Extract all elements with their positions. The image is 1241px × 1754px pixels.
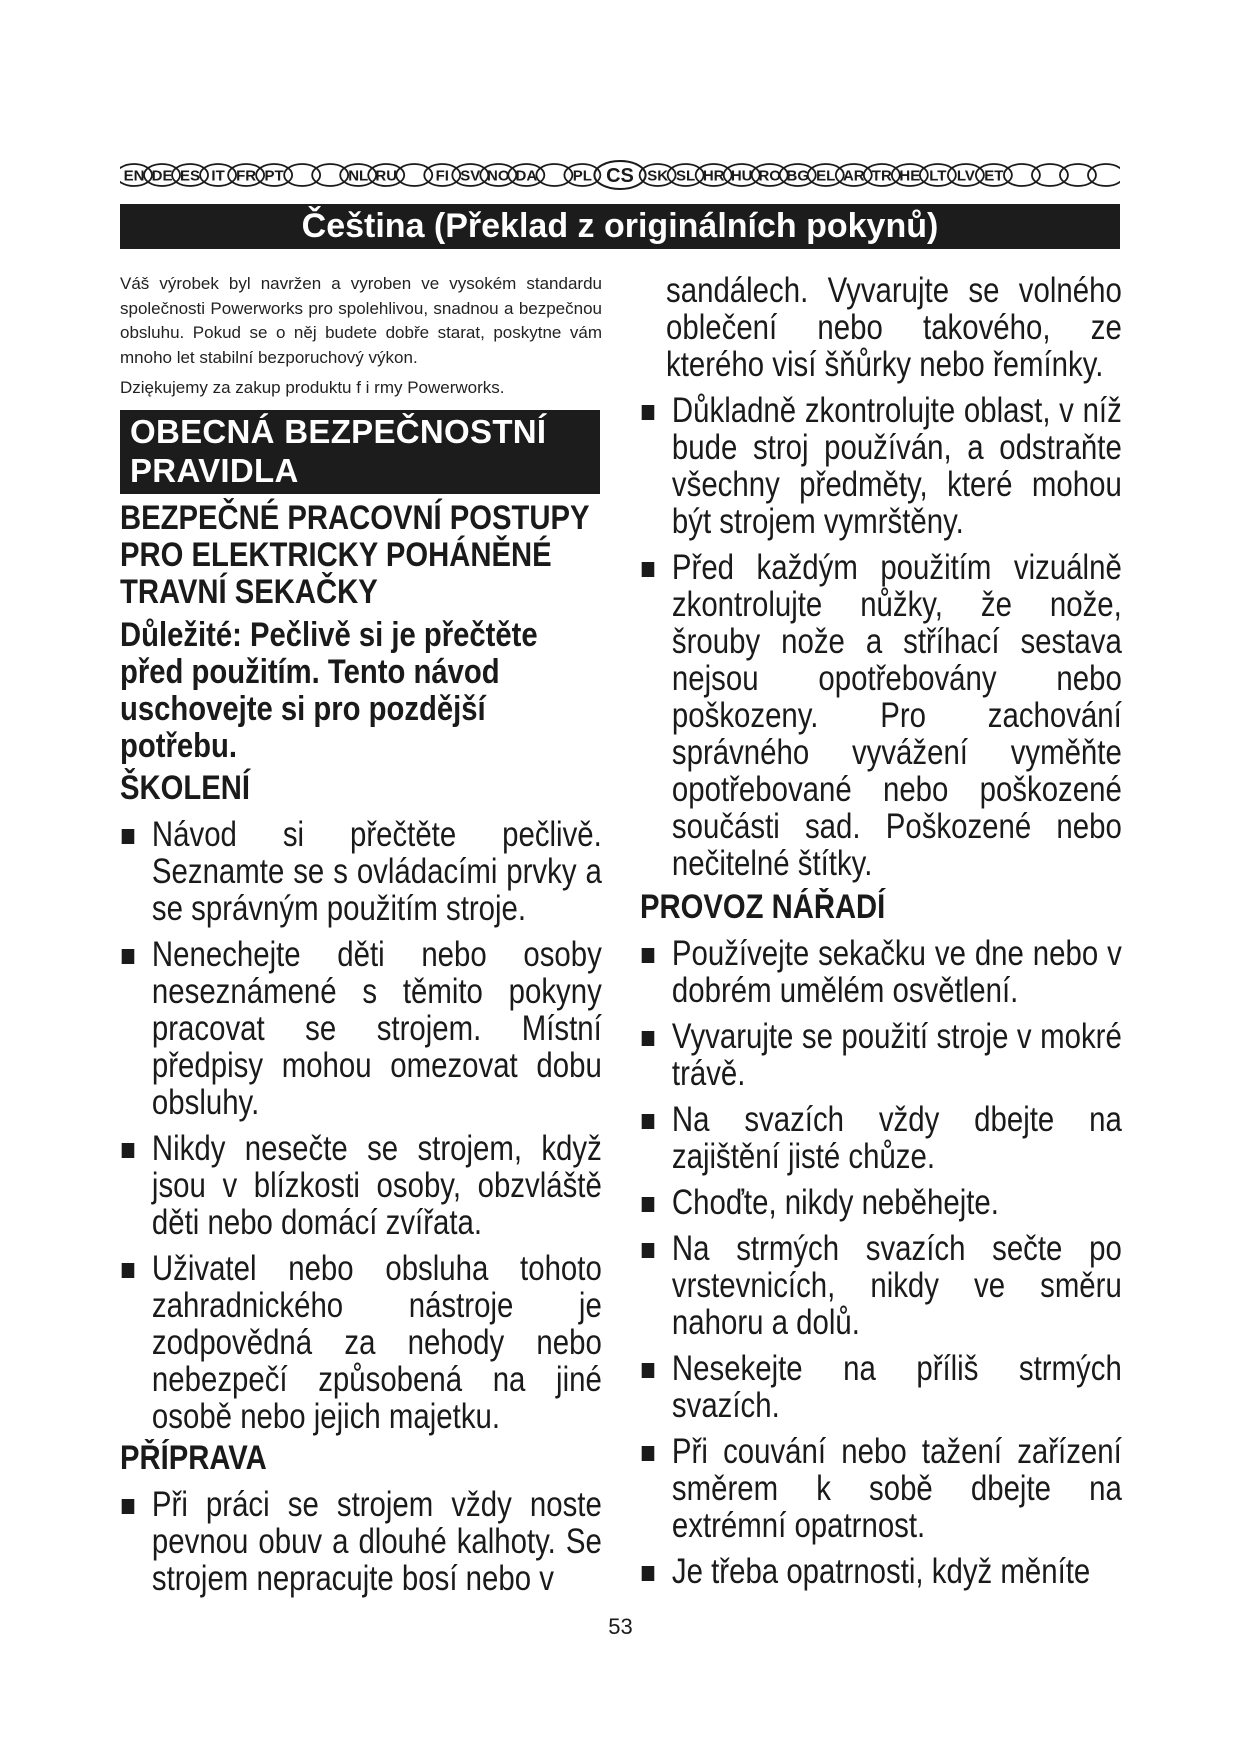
language-tab-label-fi: FI [435, 167, 449, 185]
language-tab-empty-32 [1032, 164, 1068, 186]
list-item: Uživatel nebo obsluha tohoto zahradnického nástroje je zodpovědná za nehody nebo nebezpečí způsobená na jiné osobě nebo jejich majetku. [120, 1250, 602, 1435]
bullet-square-icon [642, 1243, 655, 1258]
language-tab-label-pl: PL [572, 167, 592, 185]
language-tab-label-lt: LT [929, 167, 947, 185]
bullet-square-icon [642, 1114, 655, 1129]
language-tab-empty-7 [312, 164, 348, 186]
bullet-square-icon [122, 829, 135, 844]
bullet-square-icon [642, 1446, 655, 1461]
preparation-list-wrap [120, 1486, 602, 1597]
operation-list [640, 935, 1122, 1590]
language-tab-label-he: HE [899, 167, 921, 185]
language-tab-label-hr: HR [702, 167, 725, 185]
bullet-square-icon [642, 948, 655, 963]
training-list-wrap [120, 816, 602, 1435]
bullet-square-icon [642, 1197, 655, 1212]
language-tab-label-bg: BG [786, 167, 809, 185]
preparation-list-right [640, 392, 1122, 882]
general-safety-heading-line1: OBECNÁ BEZPEČNOSTNÍ [130, 413, 547, 450]
training-list [120, 816, 602, 1435]
language-tab-label-sl: SL [676, 167, 696, 185]
bullet-square-icon [122, 1143, 135, 1158]
language-tab-label-de: DE [151, 167, 173, 185]
operation-heading: PROVOZ NÁŘADÍ [640, 888, 886, 926]
language-tab-strip [120, 160, 1120, 190]
list-item: Před každým použitím vizuálně zkontrolujte nůžky, že nože, šrouby nože a stříhací sestava nejsou opotřebovány nebo poškozeny. Pro zachování správného vyvážení vyměňte opotřebované nebo poškozené součásti sad. Poškozené nebo nečitelné štítky. [640, 549, 1122, 882]
language-tab-label-da: DA [515, 167, 538, 185]
list-item: Návod si přečtěte pečlivě. Seznamte se s ovládacími prvky a se správným použitím stroje. [120, 816, 602, 927]
language-tab-label-el: EL [816, 167, 836, 185]
list-item: Při práci se strojem vždy noste pevnou obuv a dlouhé kalhoty. Se strojem nepracujte bosí nebo v [120, 1486, 602, 1597]
language-tabs-graphic [120, 160, 1120, 190]
intro-thanks: Dziękujemy za zakup produktu f i rmy Powerworks. [120, 378, 505, 397]
training-heading: ŠKOLENÍ [120, 769, 250, 807]
language-tab-empty-10 [396, 164, 432, 186]
list-item: Na svazích vždy dbejte na zajištění jisté chůze. [640, 1101, 1122, 1175]
operation-list-wrap [640, 935, 1122, 1590]
language-tab-label-tr: TR [871, 167, 892, 185]
language-tab-label-en: EN [123, 167, 145, 185]
language-tab-label-cs: CS [606, 165, 634, 187]
left-column [120, 272, 602, 1597]
language-tab-label-fr: FR [236, 167, 257, 185]
list-item: Nikdy nesečte se strojem, když jsou v blízkosti osoby, obzvláště děti nebo domácí zvířata. [120, 1130, 602, 1241]
bullet-square-icon [642, 1363, 655, 1378]
language-tab-label-nl: NL [348, 167, 369, 185]
page-title: Čeština (Překlad z originálních pokynů) [120, 204, 1120, 249]
language-tab-label-lv: LV [956, 167, 975, 185]
intro-paragraph: Váš výrobek byl navržen a vyroben ve vysokém standardu společnosti Powerworks pro spolehlivou, snadnou a bezpečnou obsluhu. Pokud se o něj budete dobře starat, poskytne vám mnoho let stabilní bezporuchový výkon. [120, 274, 602, 367]
list-item: Důkladně zkontrolujte oblast, v níž bude stroj používán, a odstraňte všechny předměty, které mohou být strojem vymrštěny. [640, 392, 1122, 540]
list-item: Při couvání nebo tažení zařízení směrem k sobě dbejte na extrémní opatrnost. [640, 1433, 1122, 1544]
list-item: Na strmých svazích sečte po vrstevnicích, nikdy ve směru nahoru a dolů. [640, 1230, 1122, 1341]
safe-practices-heading: BEZPEČNÉ PRACOVNÍ POSTUPY PRO ELEKTRICKY POHÁNĚNÉ TRAVNÍ SEKAČKY [120, 499, 590, 611]
language-tab-label-sv: SV [460, 167, 481, 185]
bullet-square-icon [122, 949, 135, 964]
bullet-square-icon [642, 1566, 655, 1581]
list-item: Je třeba opatrnosti, když měníte [640, 1553, 1122, 1590]
page-number: 53 [608, 1614, 633, 1639]
language-tab-label-et: ET [984, 167, 1004, 185]
language-tab-label-ru: RU [375, 167, 398, 185]
list-item: Nesekejte na příliš strmých svazích. [640, 1350, 1122, 1424]
language-tab-label-it: IT [211, 167, 225, 185]
list-item: Používejte sekačku ve dne nebo v dobrém umělém osvětlení. [640, 935, 1122, 1009]
language-tab-empty-6 [284, 164, 320, 186]
language-tab-empty-33 [1060, 164, 1096, 186]
list-item: Nenechejte děti nebo osoby neseznámené s těmito pokyny pracovat se strojem. Místní předpisy mohou omezovat dobu obsluhy. [120, 936, 602, 1121]
language-tab-label-no: NO [487, 167, 510, 185]
general-safety-heading [120, 410, 600, 494]
general-safety-heading-line2: PRAVIDLA [130, 452, 299, 489]
language-tab-label-es: ES [180, 167, 201, 185]
bullet-square-icon [642, 1031, 655, 1046]
language-tab-label-hu: HU [730, 167, 753, 185]
list-item: Choďte, nikdy neběhejte. [640, 1184, 1122, 1221]
language-tab-label-sk: SK [647, 167, 669, 185]
bullet-square-icon [642, 405, 655, 420]
language-tab-empty-15 [536, 164, 572, 186]
list-item: Vyvarujte se použití stroje v mokré trávě. [640, 1018, 1122, 1092]
language-tab-empty-34 [1088, 164, 1120, 186]
preparation-list [120, 1486, 602, 1597]
important-note: Důležité: Pečlivě si je přečtěte před použitím. Tento návod uschovejte si pro pozdější potřebu. [120, 616, 538, 765]
preparation-continued-wrap [640, 272, 1122, 882]
language-tab-empty-31 [1004, 164, 1040, 186]
bullet-square-icon [122, 1499, 135, 1514]
bullet-square-icon [642, 562, 655, 577]
preparation-heading: PŘÍPRAVA [120, 1439, 267, 1477]
right-column [640, 272, 1122, 1590]
language-tab-label-pt: PT [264, 167, 284, 185]
preparation-continuation: sandálech. Vyvarujte se volného oblečení nebo takového, ze kterého visí šňůrky nebo řemínky. [666, 271, 1122, 384]
language-tab-label-ro: RO [758, 167, 781, 185]
language-tab-label-ar: AR [842, 167, 865, 185]
bullet-square-icon [122, 1263, 135, 1278]
